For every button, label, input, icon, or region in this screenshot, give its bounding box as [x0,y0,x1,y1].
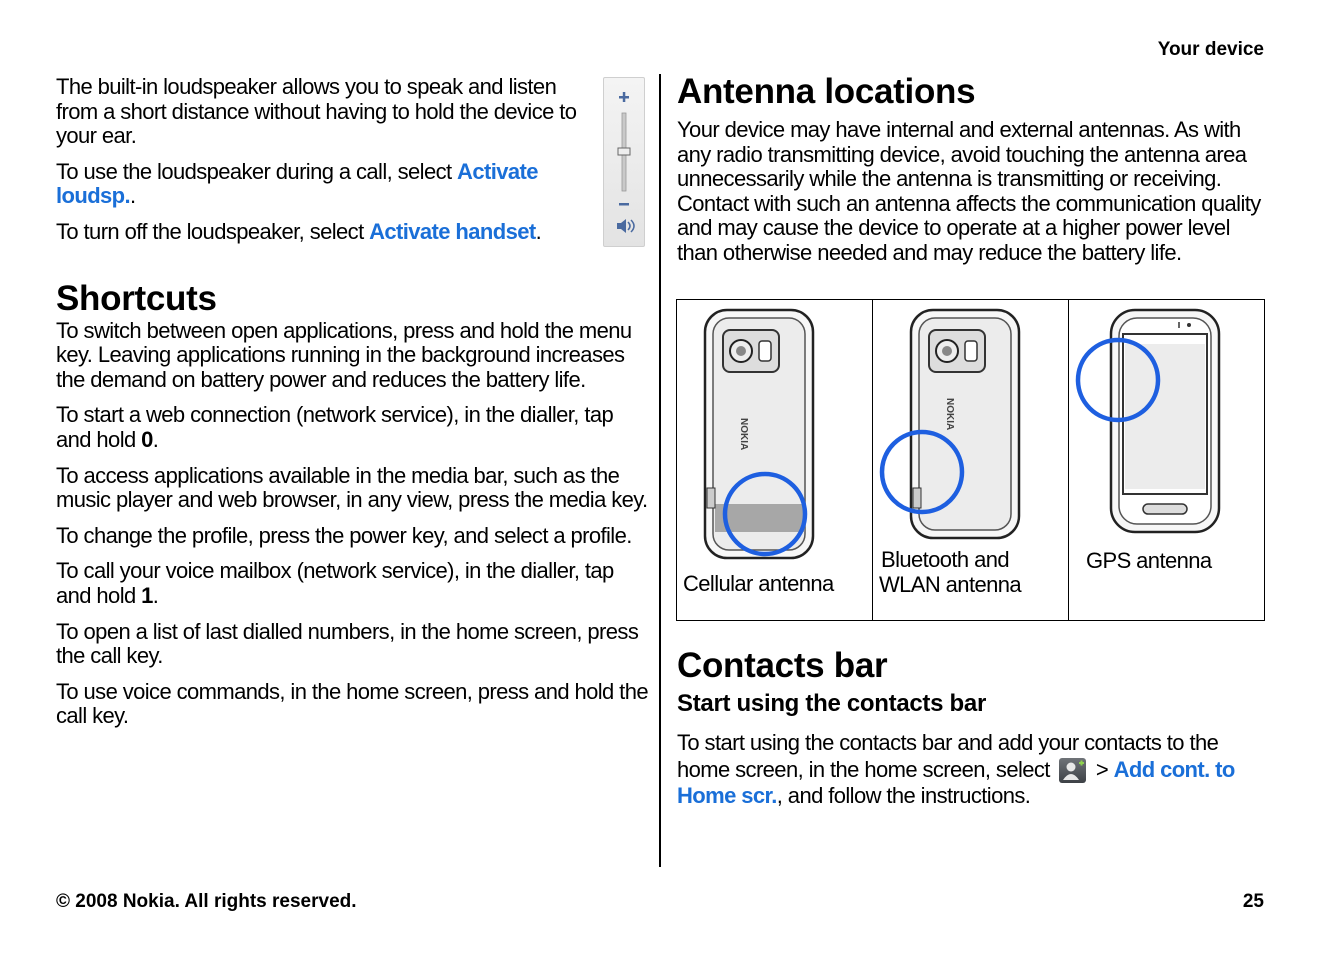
add-contact-to-home-link[interactable]: Add cont. to Home scr. [677,756,1235,808]
menu-separator: > [1090,756,1114,782]
antenna-table [676,299,1265,621]
bluetooth-antenna-label-line2: WLAN antenna [879,572,1021,597]
shortcuts-paragraph-4: To change the profile, press the power key, and select a profile. [56,522,632,548]
column-divider [659,74,661,867]
loudspeaker-intro: The built-in loudspeaker allows you to speak and listen from a short distance without having to hold the device to your ear. [56,74,577,149]
shortcuts-paragraph-1: To switch between open applications, press and hold the menu key. Leaving applications running in the background increases the demand on battery power and reduces the battery life. [56,317,632,392]
copyright-footer: © 2008 Nokia. All rights reserved. [56,891,357,912]
paragraph-text: . [130,183,136,209]
bluetooth-wlan-antenna-cell [873,300,1069,621]
contacts-bar-heading: Contacts bar [677,646,888,685]
shortcuts-heading: Shortcuts [56,278,217,318]
contacts-bar-icon[interactable] [1059,758,1086,783]
paragraph-text: To start using the contacts bar and add your contacts to the home screen, in the home screen, select [677,730,1219,782]
antenna-heading: Antenna locations [677,72,976,111]
loudspeaker-off-paragraph [56,220,601,245]
key-one: 1 [141,582,153,608]
left-column [56,75,648,740]
paragraph-text: To turn off the loudspeaker, select [56,218,370,244]
activate-loudspeaker-link[interactable]: Activate loudsp. [56,158,538,209]
bluetooth-antenna-ring [877,428,967,518]
cellular-antenna-ring [721,470,811,560]
gps-antenna-label: GPS antenna [1086,548,1212,573]
paragraph-text: . [535,218,542,244]
gps-antenna-cell [1069,300,1265,621]
phone-brand: NOKIA [944,398,955,431]
shortcuts-paragraph-3: To access applications available in the media bar, such as the music player and web browser, in any view, press the media key. [56,462,648,513]
paragraph-text: . [152,582,159,608]
page-number: 25 [1242,891,1264,912]
shortcuts-paragraph-2 [56,403,648,452]
shortcuts-paragraph-5 [56,559,648,608]
shortcuts-paragraph-6: To open a list of last dialled numbers, in the home screen, press the call key. [56,618,639,669]
loudspeaker-section [56,75,601,245]
paragraph-text: To start a web connection (network service), in the dialler, tap and hold [56,402,614,452]
phone-brand: NOKIA [738,418,749,451]
paragraph-text: . [152,426,159,452]
activate-handset-link[interactable]: Activate handset [369,218,536,244]
paragraph-text: To call your voice mailbox (network service), in the dialler, tap and hold [56,558,614,608]
shortcuts-paragraph-7: To use voice commands, in the home screen, press and hold the call key. [56,678,648,729]
cellular-antenna-cell [677,300,873,621]
antenna-body: Your device may have internal and external antennas. As with any radio transmitting device, avoid touching the antenna area unnecessarily while the antenna is transmitting or receiving. Contact with such an antenna affects the communication quality and may cause the device to operate at a higher power level than otherwise needed and may reduce the battery life. [677,117,1261,265]
paragraph-text: , and follow the instructions. [776,783,1031,808]
gps-antenna-ring [1073,336,1163,426]
loudspeaker-activate-paragraph [56,160,601,209]
cellular-antenna-label: Cellular antenna [683,571,834,596]
key-zero: 0 [141,426,153,452]
bluetooth-antenna-label-line1: Bluetooth and [881,547,1009,572]
paragraph-text: To use the loudspeaker during a call, select [56,158,458,184]
running-header: Your device [1157,39,1264,60]
contacts-bar-subheading: Start using the contacts bar [677,690,986,717]
contacts-bar-paragraph [677,730,1267,810]
